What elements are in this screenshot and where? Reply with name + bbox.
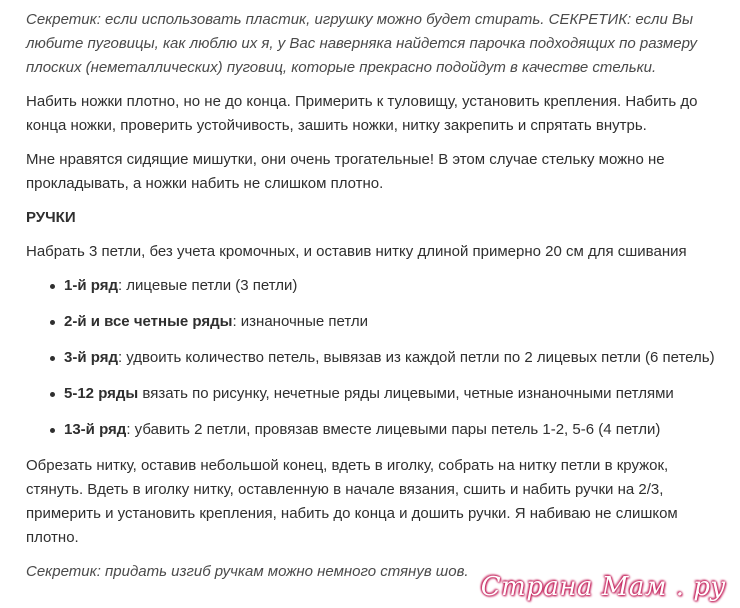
row-text: : лицевые петли (3 петли) [117, 277, 298, 294]
list-item [64, 310, 726, 334]
list-item [64, 346, 726, 370]
row-label: 5-12 ряды [64, 385, 139, 402]
secret-paragraph-1: Секретик: если использовать пластик, игрушку можно будет стирать. СЕКРЕТИК: если Вы любите пуговицы, как люблю их я, у Вас наверняка найдется парочка подходящих по размеру плоских (неметаллических) пуговиц, которые прекрасно подойдут в качестве стельки. [26, 11, 697, 76]
secret-paragraph-2: Секретик: придать изгиб ручкам можно немного стянув шов. [26, 563, 469, 580]
list-item [64, 418, 726, 442]
row-text: вязать по рисунку, нечетные ряды лицевыми, четные изнаночными петлями [138, 385, 674, 402]
row-text: : изнаночные петли [232, 313, 368, 330]
finish-paragraph: Обрезать нитку, оставив небольшой конец, вдеть в иголку, собрать на нитку петли в кружок, стянуть. Вдеть в иголку нитку, оставленную в начале вязания, сшить и набить ручки на 2/3, примерить и установить крепления, набить до конца и дошить ручки. Я набиваю не слишком плотно. [26, 457, 678, 546]
legs-paragraph: Набить ножки плотно, но не до конца. Примерить к туловищу, установить крепления. Набить до конца ножки, проверить устойчивость, зашить ножки, нитку закрепить и спрятать внутрь. [26, 93, 698, 134]
row-label: 2-й и все четные ряды [64, 313, 233, 330]
sitting-paragraph: Мне нравятся сидящие мишутки, они очень трогательные! В этом случае стельку можно не прокладывать, а ножки набить не слишком плотно. [26, 151, 665, 192]
list-item [64, 382, 726, 406]
article-body [26, 8, 726, 594]
row-label: 13-й ряд [64, 421, 127, 438]
site-watermark: Страна Мам . ру [480, 572, 726, 602]
row-label: 1-й ряд [64, 277, 118, 294]
row-label: 3-й ряд [64, 349, 118, 366]
section-heading: РУЧКИ [26, 209, 76, 226]
rows-list [26, 274, 726, 442]
list-item [64, 274, 726, 298]
row-text: : убавить 2 петли, провязав вместе лицевыми пары петель 1-2, 5-6 (4 петли) [126, 421, 661, 438]
cast-on-paragraph: Набрать 3 петли, без учета кромочных, и оставив нитку длиной примерно 20 см для сшивания [26, 243, 687, 260]
row-text: : удвоить количество петель, вывязав из каждой петли по 2 лицевых петли (6 петель) [117, 349, 715, 366]
